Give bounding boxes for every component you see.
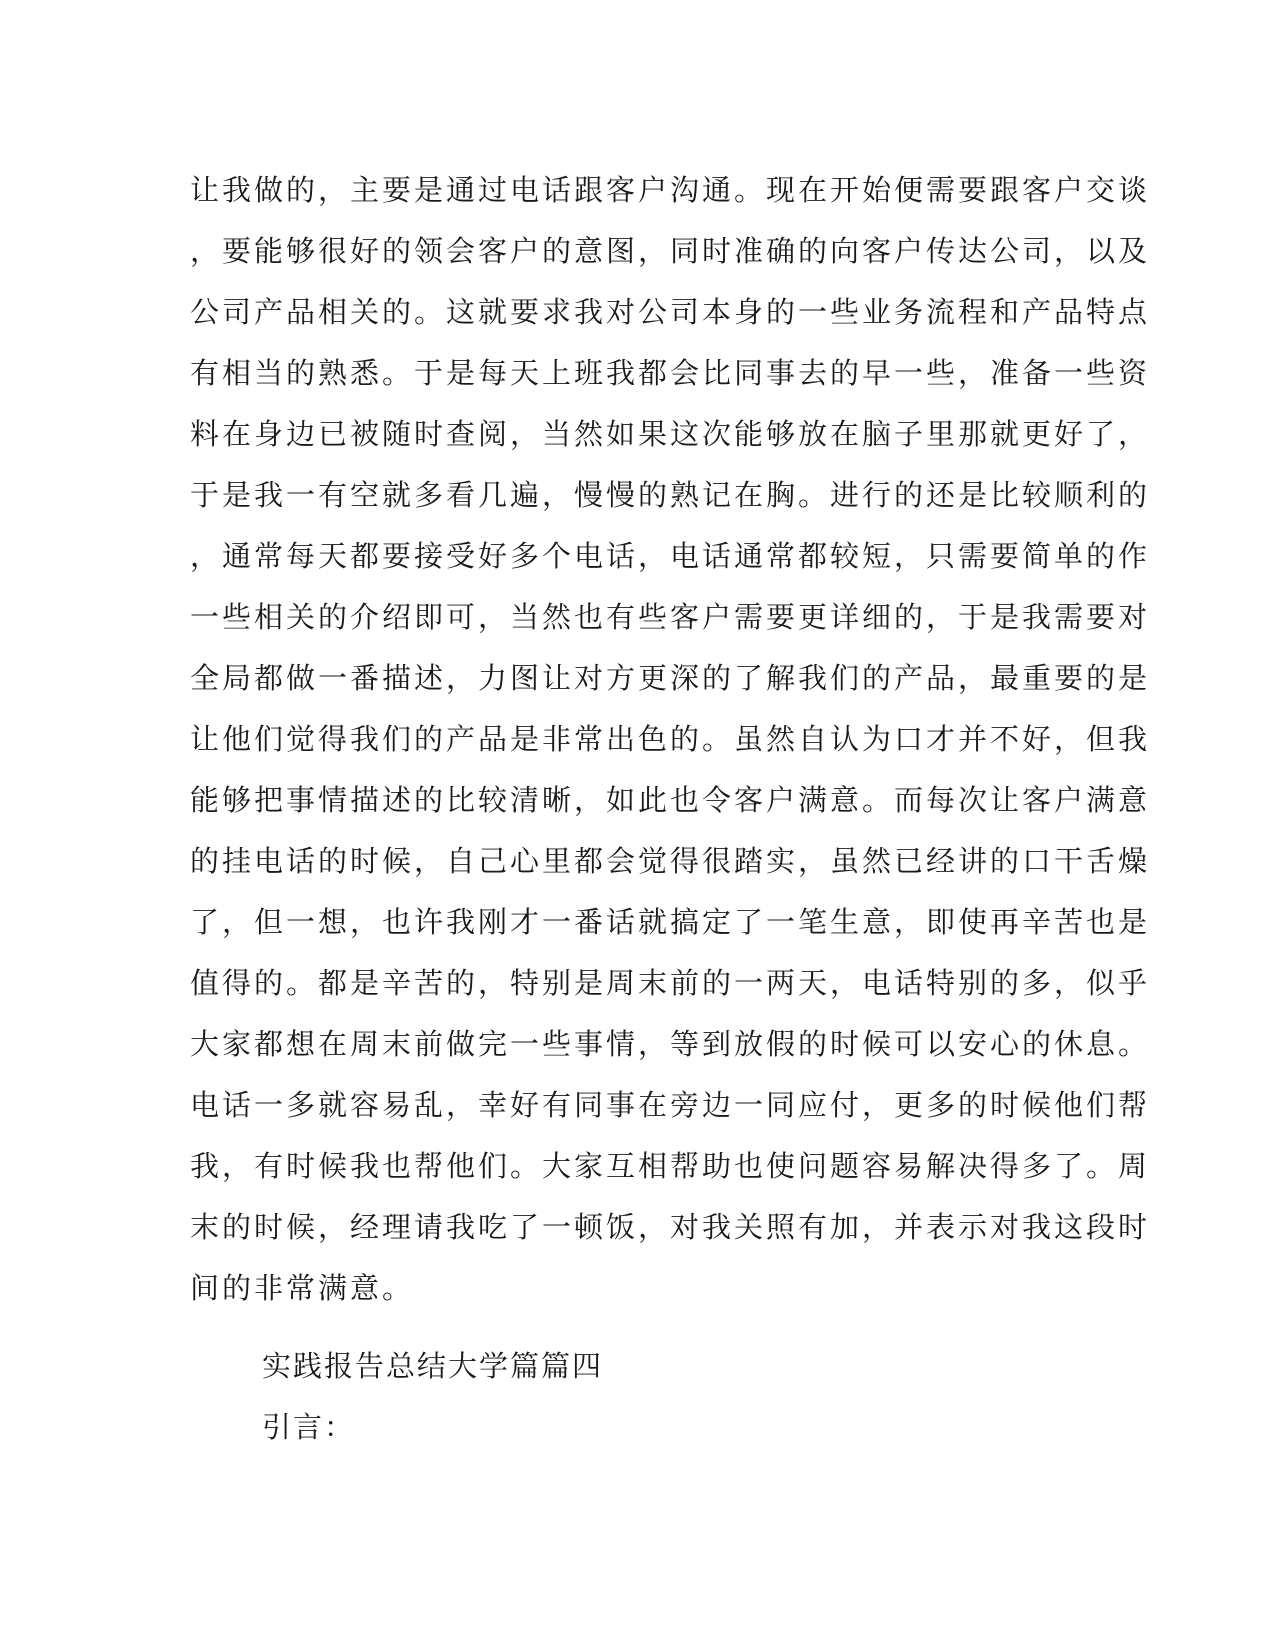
paragraph-line: 了，但一想，也许我刚才一番话就搞定了一笔生意，即使再辛苦也是	[190, 905, 1151, 939]
paragraph-line: 我，有时候我也帮他们。大家互相帮助也使问题容易解决得多了。周	[190, 1149, 1151, 1183]
section-heading: 实践报告总结大学篇篇四	[262, 1349, 604, 1383]
paragraph-line: 末的时候，经理请我吃了一顿饭，对我关照有加，并表示对我这段时	[190, 1210, 1151, 1244]
paragraph-line: 大家都想在周末前做完一些事情，等到放假的时候可以安心的休息。	[190, 1027, 1151, 1061]
paragraph-line: 让我做的，主要是通过电话跟客户沟通。现在开始便需要跟客户交谈	[190, 173, 1151, 207]
paragraph-line: 让他们觉得我们的产品是非常出色的。虽然自认为口才并不好，但我	[190, 722, 1151, 756]
paragraph-line: 间的非常满意。	[190, 1271, 415, 1305]
paragraph-line: 一些相关的介绍即可，当然也有些客户需要更详细的，于是我需要对	[190, 600, 1151, 634]
paragraph-line: 公司产品相关的。这就要求我对公司本身的一些业务流程和产品特点	[190, 295, 1151, 329]
paragraph-line: 于是我一有空就多看几遍，慢慢的熟记在胸。进行的还是比较顺利的	[190, 478, 1151, 512]
paragraph-line: 电话一多就容易乱，幸好有同事在旁边一同应付，更多的时候他们帮	[190, 1088, 1151, 1122]
paragraph-line: ，要能够很好的领会客户的意图，同时准确的向客户传达公司，以及	[190, 234, 1151, 268]
intro-label: 引言：	[262, 1410, 356, 1444]
body-paragraph	[190, 160, 1151, 1319]
paragraph-line: ，通常每天都要接受好多个电话，电话通常都较短，只需要简单的作	[190, 539, 1151, 573]
paragraph-line: 料在身边已被随时查阅，当然如果这次能够放在脑子里那就更好了，	[190, 417, 1151, 451]
paragraph-line: 全局都做一番描述，力图让对方更深的了解我们的产品，最重要的是	[190, 661, 1151, 695]
paragraph-line: 能够把事情描述的比较清晰，如此也令客户满意。而每次让客户满意	[190, 783, 1151, 817]
paragraph-line: 有相当的熟悉。于是每天上班我都会比同事去的早一些，准备一些资	[190, 356, 1151, 390]
paragraph-line: 的挂电话的时候，自己心里都会觉得很踏实，虽然已经讲的口干舌燥	[190, 844, 1151, 878]
paragraph-line: 值得的。都是辛苦的，特别是周末前的一两天，电话特别的多，似乎	[190, 966, 1151, 1000]
